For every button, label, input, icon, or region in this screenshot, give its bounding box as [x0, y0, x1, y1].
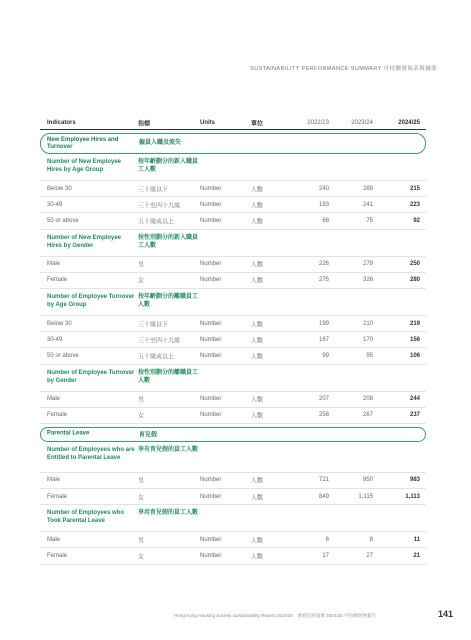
value-2022-23: 275: [318, 277, 329, 284]
row-unit-zh: 人數: [251, 538, 264, 545]
subsection-hires-gender: [40, 230, 426, 257]
value-2022-23: 199: [318, 320, 329, 327]
value-2024-25: 21: [413, 553, 420, 560]
subsection-label: Number of New Employee Hires by Age Group: [47, 159, 122, 173]
table-row: [40, 181, 426, 197]
table-row: [40, 473, 426, 489]
table-row: [40, 332, 426, 348]
table-row: [40, 213, 426, 229]
section-label: Parental Leave: [47, 430, 90, 437]
value-2022-23: 17: [322, 553, 329, 560]
row-unit-zh: 人數: [251, 354, 264, 361]
row-unit: Number: [200, 277, 222, 284]
row-label: Male: [47, 261, 61, 268]
value-2022-23: 207: [318, 396, 329, 403]
row-unit: Number: [200, 320, 222, 327]
table-row: [40, 197, 426, 213]
table-row: [40, 257, 426, 273]
value-2023-24: 95: [366, 352, 373, 359]
row-label: Female: [47, 277, 68, 284]
row-unit: Number: [200, 477, 222, 484]
row-unit-zh: 人數: [251, 554, 264, 561]
col-2024-25: 2024/25: [398, 119, 420, 126]
table-row: [40, 392, 426, 408]
row-label-zh: 三十歲以下: [138, 322, 169, 329]
row-label-zh: 男: [138, 397, 145, 404]
value-2023-24: 170: [362, 336, 373, 343]
table-header-row: [40, 116, 426, 130]
row-label-zh: 三十至四十九歲: [138, 203, 181, 210]
value-2024-25: 983: [409, 477, 420, 484]
row-label-zh: 男: [138, 538, 145, 545]
row-unit-zh: 人數: [251, 187, 264, 194]
value-2022-23: 68: [322, 217, 329, 224]
row-label-zh: 五十歲或以上: [138, 219, 175, 226]
value-2024-25: 250: [409, 261, 420, 268]
value-2024-25: 1,113: [405, 493, 420, 500]
row-label-zh: 女: [138, 495, 145, 502]
row-label: Female: [47, 412, 68, 419]
value-2024-25: 223: [409, 201, 420, 208]
table-row: [40, 408, 426, 424]
value-2022-23: 226: [318, 261, 329, 268]
section-label-zh: 育兒假: [139, 432, 158, 439]
value-2022-23: 167: [318, 336, 329, 343]
row-label-zh: 女: [138, 413, 145, 420]
subsection-turnover-gender: [40, 365, 426, 392]
value-2023-24: 75: [366, 217, 373, 224]
col-2023-24: 2023/24: [351, 119, 373, 126]
value-2022-23: 849: [318, 493, 329, 500]
section-label-zh: 僱員入職及流失: [139, 140, 182, 146]
row-label: 30-49: [47, 201, 63, 208]
value-2023-24: 950: [362, 477, 373, 484]
row-unit: Number: [200, 185, 222, 192]
row-label: Male: [47, 477, 61, 484]
value-2024-25: 11: [413, 536, 420, 543]
row-label-zh: 男: [138, 262, 145, 269]
subsection-took: [40, 505, 426, 532]
value-2022-23: 99: [322, 352, 329, 359]
row-label: Male: [47, 396, 61, 403]
subsection-label-zh: 按性別劃分的離職員工人數: [138, 369, 199, 384]
footer-report-title: Hong Kong Housing Society Sustainability Report 2024/25 香港房屋協會 2024/25 可持續發展報告: [174, 613, 377, 618]
row-unit-zh: 人數: [251, 478, 264, 485]
row-label: Below 30: [47, 320, 72, 327]
row-label-zh: 女: [138, 554, 145, 561]
value-2022-23: 193: [318, 201, 329, 208]
subsection-entitled: [40, 442, 426, 473]
subsection-label-zh: 享用育兒假的員工人數: [138, 510, 199, 517]
value-2024-25: 215: [409, 185, 420, 192]
row-label: Female: [47, 553, 68, 560]
value-2024-25: 244: [409, 396, 420, 403]
section-new-hires: [40, 133, 426, 154]
table-row: [40, 273, 426, 289]
col-units-zh: 單位: [251, 121, 264, 127]
row-unit: Number: [200, 201, 222, 208]
subsection-hires-age: [40, 154, 426, 181]
subsection-label-zh: 享有育兒假的員工人數: [138, 446, 199, 453]
row-unit-zh: 人數: [251, 495, 264, 502]
table-row: [40, 316, 426, 332]
value-2024-25: 219: [409, 320, 420, 327]
value-2022-23: 721: [318, 477, 329, 484]
row-label: 50 or above: [47, 217, 79, 224]
value-2023-24: 326: [362, 277, 373, 284]
row-unit: Number: [200, 261, 222, 268]
subsection-turnover-age: [40, 289, 426, 316]
value-2023-24: 279: [362, 261, 373, 268]
value-2024-25: 106: [409, 352, 420, 359]
row-unit-zh: 人數: [251, 397, 264, 404]
sustainability-table: [40, 116, 426, 565]
row-unit-zh: 人數: [251, 278, 264, 285]
table-row: [40, 548, 426, 564]
page-header-title: SUSTAINABILITY PERFORMANCE SUMMARY 可持續發展表現摘要: [250, 66, 437, 72]
row-unit: Number: [200, 412, 222, 419]
row-unit: Number: [200, 352, 222, 359]
col-indicators-zh: 指標: [138, 121, 151, 127]
col-indicators: Indicators: [47, 119, 76, 126]
page-number: 141: [437, 609, 453, 619]
table-row: [40, 489, 426, 505]
value-2023-24: 8: [369, 536, 373, 543]
value-2023-24: 289: [362, 185, 373, 192]
subsection-label-zh: 按年齡劃分的新入職員工人數: [138, 159, 199, 173]
subsection-label-zh: 按性別劃分的新入職員工人數: [138, 234, 199, 249]
table-row: [40, 532, 426, 548]
row-label-zh: 三十歲以下: [138, 187, 169, 194]
row-label: Male: [47, 536, 61, 543]
row-unit: Number: [200, 493, 222, 500]
row-label: Below 30: [47, 185, 72, 192]
row-label: 50 or above: [47, 352, 79, 359]
value-2023-24: 27: [366, 553, 373, 560]
row-unit-zh: 人數: [251, 322, 264, 329]
subsection-label-zh: 按年齡劃分的離職員工人數: [138, 293, 199, 308]
row-unit: Number: [200, 396, 222, 403]
value-2023-24: 267: [362, 412, 373, 419]
row-unit: Number: [200, 217, 222, 224]
row-label-zh: 女: [138, 278, 145, 285]
section-parental-leave: [40, 427, 426, 442]
subsection-label: Number of Employees who are Entitled to Parental Leave: [47, 446, 135, 461]
row-unit-zh: 人數: [251, 219, 264, 226]
subsection-label: Number of Employees who Took Parental Leave: [47, 510, 125, 525]
row-label-zh: 五十歲或以上: [138, 354, 175, 361]
value-2022-23: 6: [325, 536, 329, 543]
value-2023-24: 210: [362, 320, 373, 327]
row-unit-zh: 人數: [251, 338, 264, 345]
value-2024-25: 237: [409, 412, 420, 419]
subsection-label: Number of Employee Turnover by Gender: [47, 369, 135, 384]
value-2024-25: 156: [409, 336, 420, 343]
value-2023-24: 1,115: [358, 493, 373, 500]
section-label: New Employee Hires and Turnover: [47, 137, 119, 150]
row-unit: Number: [200, 336, 222, 343]
row-unit-zh: 人數: [251, 413, 264, 420]
value-2022-23: 258: [318, 412, 329, 419]
value-2023-24: 208: [362, 396, 373, 403]
row-label: Female: [47, 493, 68, 500]
value-2022-23: 240: [318, 185, 329, 192]
row-unit: Number: [200, 553, 222, 560]
row-unit: Number: [200, 536, 222, 543]
table-row: [40, 348, 426, 364]
subsection-label: Number of Employee Turnover by Age Group: [47, 293, 135, 308]
col-units: Units: [200, 119, 215, 126]
row-label-zh: 男: [138, 478, 145, 485]
row-unit-zh: 人數: [251, 262, 264, 269]
value-2024-25: 280: [409, 277, 420, 284]
value-2024-25: 92: [413, 217, 420, 224]
row-label-zh: 三十至四十九歲: [138, 338, 181, 345]
subsection-label: Number of New Employee Hires by Gender: [47, 234, 122, 249]
row-label: 30-49: [47, 336, 63, 343]
row-unit-zh: 人數: [251, 203, 264, 210]
value-2023-24: 241: [362, 201, 373, 208]
col-2022-23: 2022/23: [307, 119, 329, 126]
